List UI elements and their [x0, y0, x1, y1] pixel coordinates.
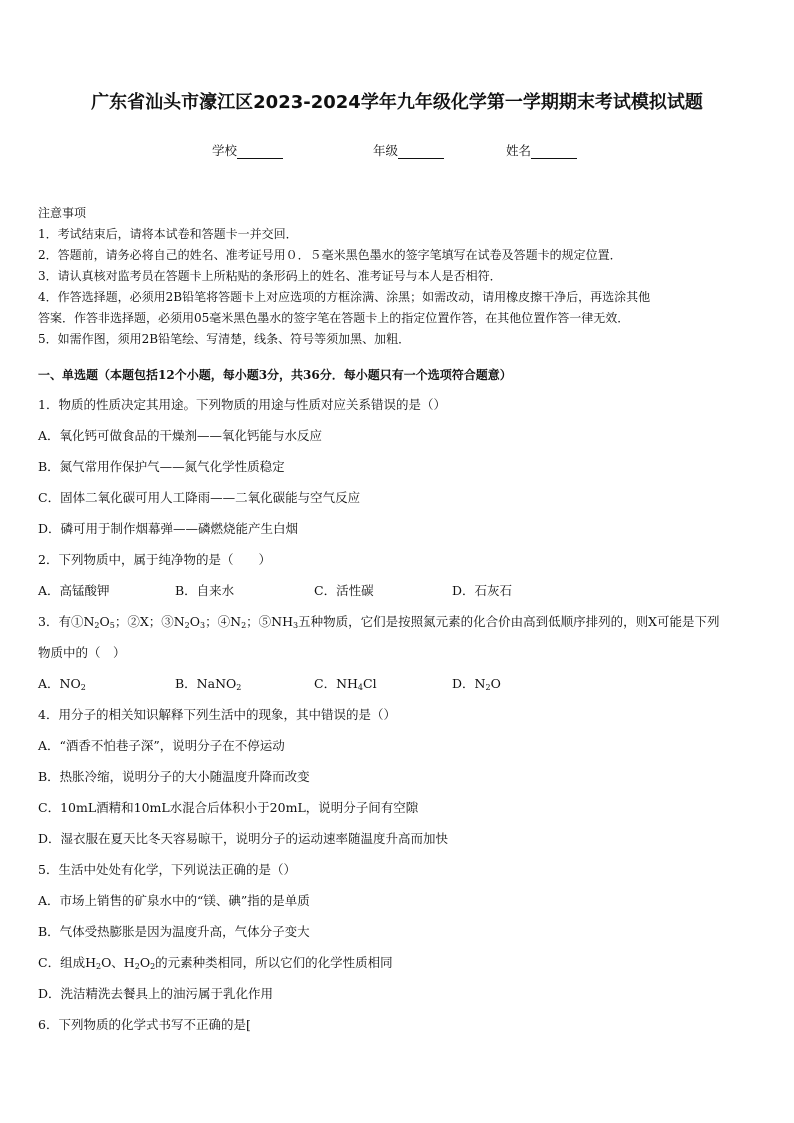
note-item: 1．考试结束后，请将本试卷和答题卡一并交回． [38, 227, 298, 241]
question-3-option-d: D．$N_2O$ [452, 676, 501, 692]
question-2-stem: 2．下列物质中，属于纯净物的是（ ） [38, 552, 271, 567]
grade-field [373, 141, 444, 159]
name-blank [531, 146, 577, 159]
question-1-option-a: A．氧化钙可做食品的干燥剂——氧化钙能与水反应 [38, 428, 323, 443]
notes-heading: 注意事项 [38, 206, 87, 220]
question-3-option-c: C．$NH_4Cl$ [314, 676, 377, 692]
grade-label: 年级 [373, 143, 399, 158]
question-2-option-b: B．自来水 [175, 583, 235, 598]
name-field [506, 141, 577, 159]
question-3-stem [38, 612, 720, 630]
question-1-stem: 1．物质的性质决定其用途。下列物质的用途与性质对应关系错误的是（） [38, 397, 446, 412]
question-6-stem: 6．下列物质的化学式书写不正确的是[ [38, 1017, 251, 1032]
exam-title: 广东省汕头市濠江区2023-2024学年九年级化学第一学期期末考试模拟试题 [91, 92, 703, 113]
question-5-option-a: A．市场上销售的矿泉水中的“镁、碘”指的是单质 [38, 893, 310, 908]
question-5-option-b: B．气体受热膨胀是因为温度升高，气体分子变大 [38, 924, 310, 939]
note-item: 3．请认真核对监考员在答题卡上所粘贴的条形码上的姓名、准考证号与本人是否相符． [38, 269, 502, 283]
section-heading: 一、单选题（本题包括12个小题，每小题3分，共36分．每小题只有一个选项符合题意） [38, 368, 512, 382]
question-1-option-d: D．磷可用于制作烟幕弹——磷燃烧能产生白烟 [38, 521, 299, 536]
question-5-option-c: C．组成$H_2O$、$H_2O_2$的元素种类相同，所以它们的化学性质相同 [38, 955, 393, 971]
school-label: 学校 [212, 143, 238, 158]
question-4-option-b: B．热胀冷缩，说明分子的大小随温度升降而改变 [38, 769, 310, 784]
note-item: 4．作答选择题，必须用2B铅笔将答题卡上对应选项的方框涂满、涂黑；如需改动，请用橡皮擦干净后，再选涂其他 [38, 290, 651, 304]
grade-blank [398, 146, 444, 159]
question-5-stem: 5．生活中处处有化学，下列说法正确的是（） [38, 862, 296, 877]
note-item: 答案．作答非选择题，必须用05毫米黑色墨水的签字笔在答题卡上的指定位置作答，在其他位置作答一律无效． [38, 311, 630, 325]
school-field [212, 141, 283, 159]
question-5-option-d: D．洗洁精洗去餐具上的油污属于乳化作用 [38, 986, 274, 1001]
question-1-option-b: B．氮气常用作保护气——氮气化学性质稳定 [38, 459, 285, 474]
note-item: 2．答题前，请务必将自己的姓名、准考证号用０．５毫米黑色墨水的签字笔填写在试卷及答题卡的规定位置． [38, 248, 622, 262]
question-2-option-d: D．石灰石 [452, 583, 513, 598]
school-blank [237, 146, 283, 159]
question-4-option-c: C．10mL酒精和10mL水混合后体积小于20mL，说明分子间有空隙 [38, 800, 419, 815]
question-4-stem: 4．用分子的相关知识解释下列生活中的现象，其中错误的是（） [38, 707, 396, 722]
note-item: 5．如需作图，须用2B铅笔绘、写清楚，线条、符号等须加黑、加粗． [38, 332, 411, 346]
question-3-stem-line2: 物质中的（ ） [38, 645, 126, 660]
question-2-option-a: A．高锰酸钾 [38, 583, 110, 598]
question-3-option-a: A．$NO_2$ [38, 676, 86, 692]
question-2-option-c: C．活性碳 [314, 583, 374, 598]
name-label: 姓名 [506, 143, 532, 158]
notes-section [38, 203, 760, 350]
question-1-option-c: C．固体二氧化碳可用人工降雨——二氧化碳能与空气反应 [38, 490, 361, 505]
question-4-option-d: D．湿衣服在夏天比冬天容易晾干，说明分子的运动速率随温度升高而加快 [38, 831, 449, 846]
question-4-option-a: A．“酒香不怕巷子深”，说明分子在不停运动 [38, 738, 285, 753]
question-3-option-b: B．NaNO$_2$ [175, 676, 242, 692]
question-3-stem-text: 3．有$①N_2O_5$；②X；$③N_2O_3$；$④N_2$；$⑤NH_3$五种物质，它们是按照氮元素的化合价由高到低顺序排列的，则X可能是下列 [38, 614, 720, 630]
